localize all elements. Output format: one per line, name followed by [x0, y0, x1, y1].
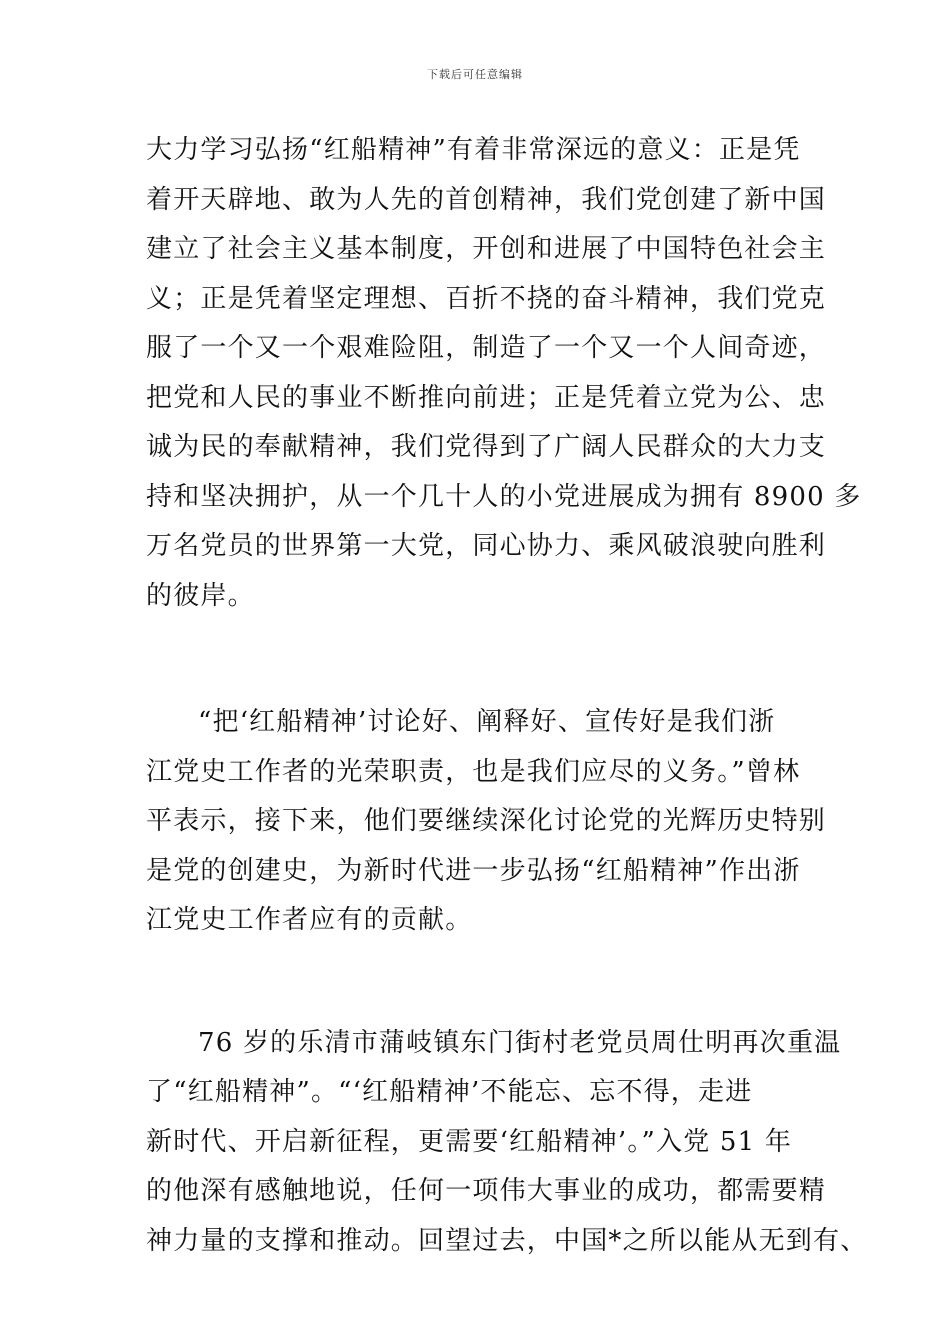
text-line: 大力学习弘扬“红船精神”有着非常深远的意义：正是凭 — [146, 135, 801, 165]
document-body — [146, 126, 868, 1266]
paragraph-spacer — [146, 946, 826, 1019]
paragraph-1 — [146, 126, 862, 621]
text-line: 着开天辟地、敢为人先的首创精神，我们党创建了新中国 — [146, 184, 827, 215]
text-line: “把‘红船精神’讨论好、阐释好、宣传好是我们浙 — [198, 707, 776, 737]
text-line: 持和坚决拥护，从一个几十人的小党进展成为拥有 8900 多 — [146, 481, 862, 512]
paragraph-2 — [146, 698, 826, 946]
text-line: 江党史工作者的光荣职责，也是我们应尽的义务。”曾林 — [146, 756, 801, 787]
text-line: 平表示，接下来，他们要继续深化讨论党的光辉历史特别 — [146, 806, 827, 836]
text-line: 义；正是凭着坚定理想、百折不挠的奋斗精神，我们党克 — [146, 283, 827, 314]
text-line: 万名党员的世界第一大党，同心协力、乘风破浪驶向胜利 — [146, 531, 827, 561]
text-line: 江党史工作者应有的贡献。 — [146, 905, 473, 935]
text-line: 诚为民的奉献精神，我们党得到了广阔人民群众的大力支 — [146, 432, 827, 462]
page-header: 下载后可任意编辑 — [427, 68, 523, 81]
text-line: 建立了社会主义基本制度，开创和进展了中国特色社会主 — [146, 234, 827, 264]
text-line: 了“红船精神”。“‘红船精神’不能忘、忘不得，走进 — [146, 1077, 753, 1107]
paragraph-spacer — [146, 621, 826, 698]
text-line: 新时代、开启新征程，更需要‘红船精神’。”入党 51 年 — [146, 1126, 793, 1157]
text-line: 神力量的支撑和推动。回望过去，中国*之所以能从无到有、 — [146, 1225, 868, 1256]
text-line: 的他深有感触地说，任何一项伟大事业的成功，都需要精 — [146, 1176, 827, 1206]
text-line: 的彼岸。 — [146, 580, 255, 611]
text-line: 76 岁的乐清市蒲岐镇东门街村老党员周仕明再次重温 — [198, 1027, 842, 1058]
text-line: 服了一个又一个艰难险阻，制造了一个又一个人间奇迹， — [146, 333, 827, 363]
paragraph-3 — [146, 1019, 868, 1267]
text-line: 是党的创建史，为新时代进一步弘扬“红船精神”作出浙 — [146, 855, 801, 886]
text-line: 把党和人民的事业不断推向前进；正是凭着立党为公、忠 — [146, 382, 827, 413]
